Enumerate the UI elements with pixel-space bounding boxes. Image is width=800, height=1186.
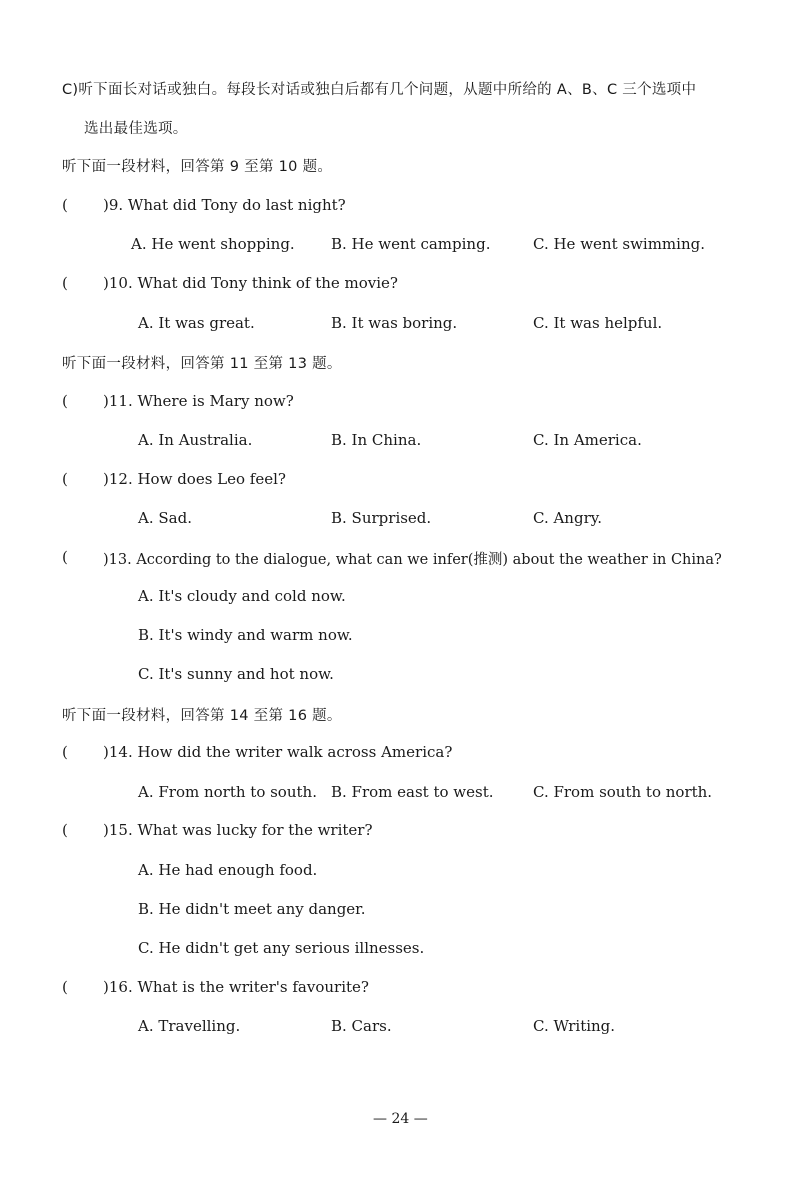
option-c[interactable]: C. He went swimming. <box>533 235 705 253</box>
section-heading: 听下面一段材料，回答第 9 至第 10 题。 <box>62 159 333 175</box>
option-a[interactable]: A. Travelling. <box>138 1017 241 1035</box>
option-a[interactable]: A. He went shopping. <box>131 235 295 253</box>
option-b[interactable]: B. In China. <box>331 431 422 449</box>
question-text: )16. What is the writer's favourite? <box>103 978 369 996</box>
question-text: )10. What did Tony think of the movie? <box>103 274 398 292</box>
option-b[interactable]: B. Cars. <box>331 1017 392 1035</box>
question-text: )12. How does Leo feel? <box>103 470 286 488</box>
instruction-line-1: C)听下面长对话或独白。每段长对话或独白后都有几个问题，从题中所给的 A、B、C 三个选项中 <box>62 82 697 98</box>
option-b[interactable]: B. It's windy and warm now. <box>138 626 353 644</box>
option-c[interactable]: C. He didn't get any serious illnesses. <box>138 939 425 957</box>
question-text: )9. What did Tony do last night? <box>103 196 346 214</box>
answer-paren[interactable]: ( <box>62 392 68 410</box>
option-b[interactable]: B. From east to west. <box>331 783 494 801</box>
instruction-line-2: 选出最佳选项。 <box>84 121 188 137</box>
option-a[interactable]: A. It was great. <box>138 314 255 332</box>
option-c[interactable]: C. It's sunny and hot now. <box>138 665 334 683</box>
option-c[interactable]: C. It was helpful. <box>533 314 663 332</box>
option-a[interactable]: A. From north to south. <box>138 783 317 801</box>
option-c[interactable]: C. From south to north. <box>533 783 713 801</box>
option-b[interactable]: B. He didn't meet any danger. <box>138 900 366 918</box>
option-c[interactable]: C. In America. <box>533 431 642 449</box>
answer-paren[interactable]: ( <box>62 821 68 839</box>
page-number: — 24 — <box>373 1111 428 1127</box>
option-b[interactable]: B. He went camping. <box>331 235 491 253</box>
option-c[interactable]: C. Writing. <box>533 1017 616 1035</box>
question-text: )14. How did the writer walk across America? <box>103 743 453 761</box>
answer-paren[interactable]: ( <box>62 548 68 566</box>
answer-paren[interactable]: ( <box>62 743 68 761</box>
question-text: )15. What was lucky for the writer? <box>103 821 373 839</box>
answer-paren[interactable]: ( <box>62 274 68 292</box>
option-a[interactable]: A. In Australia. <box>138 431 253 449</box>
option-a[interactable]: A. He had enough food. <box>138 861 318 879</box>
option-b[interactable]: B. It was boring. <box>331 314 458 332</box>
question-text: )13. According to the dialogue, what can we infer(推测) about the weather in China? <box>103 552 722 568</box>
option-c[interactable]: C. Angry. <box>533 509 602 527</box>
option-a[interactable]: A. Sad. <box>138 509 192 527</box>
option-a[interactable]: A. It's cloudy and cold now. <box>138 587 346 605</box>
section-heading: 听下面一段材料，回答第 11 至第 13 题。 <box>62 356 342 372</box>
option-b[interactable]: B. Surprised. <box>331 509 432 527</box>
answer-paren[interactable]: ( <box>62 470 68 488</box>
question-text: )11. Where is Mary now? <box>103 392 294 410</box>
answer-paren[interactable]: ( <box>62 196 68 214</box>
section-heading: 听下面一段材料，回答第 14 至第 16 题。 <box>62 708 342 724</box>
answer-paren[interactable]: ( <box>62 978 68 996</box>
